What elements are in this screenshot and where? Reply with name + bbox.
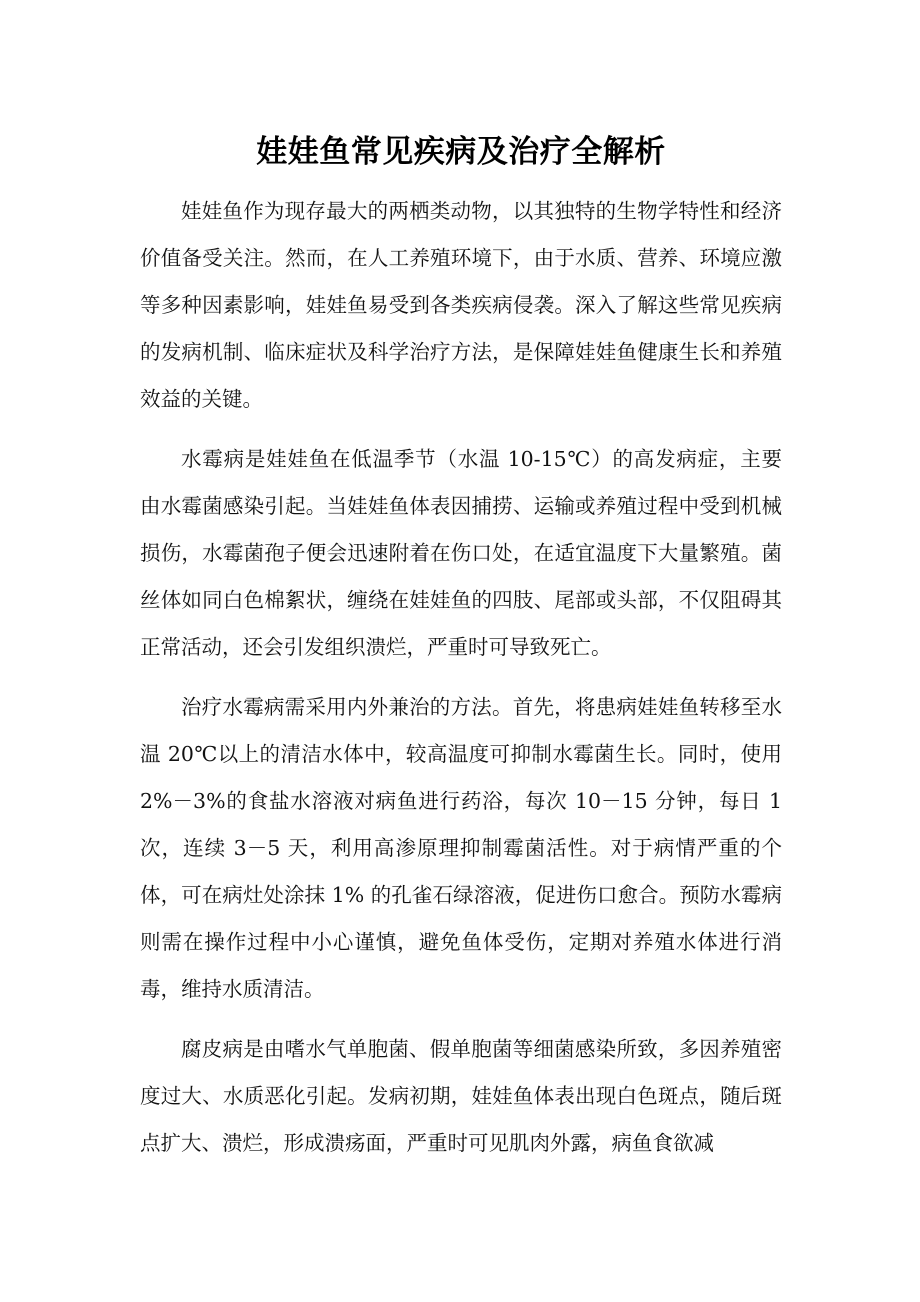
document-title: 娃娃鱼常见疾病及治疗全解析 — [256, 134, 666, 170]
paragraph-saprolegniasis-treatment: 治疗水霉病需采用内外兼治的方法。首先，将患病娃娃鱼转移至水温 20℃以上的清洁水体中，较高温度可抑制水霉菌生长。同时，使用 2%－3%的食盐水溶液对病鱼进行药浴，每次 10－15 分钟，每日 1 次，连续 3－5 天，利用高渗原理抑制霉菌活性。对于病情严重的个体，可在病灶处涂抹 1% 的孔雀石绿溶液，促进伤口愈合。预防水霉病则需在操作过程中小心谨慎，避免鱼体受伤，定期对养殖水体进行消毒，维持水质清洁。 — [140, 695, 782, 1001]
paragraph-intro: 娃娃鱼作为现存最大的两栖类动物，以其独特的生物学特性和经济价值备受关注。然而，在人工养殖环境下，由于水质、营养、环境应激等多种因素影响，娃娃鱼易受到各类疾病侵袭。深入了解这些常见疾病的发病机制、临床症状及科学治疗方法，是保障娃娃鱼健康生长和养殖效益的关键。 — [140, 199, 782, 411]
document-body — [140, 188, 782, 1167]
paragraph-skin-rot: 腐皮病是由嗜水气单胞菌、假单胞菌等细菌感染所致，多因养殖密度过大、水质恶化引起。发病初期，娃娃鱼体表出现白色斑点，随后斑点扩大、溃烂，形成溃疡面，严重时可见肌肉外露，病鱼食欲减 — [140, 1037, 782, 1155]
paragraph-saprolegniasis: 水霉病是娃娃鱼在低温季节（水温 10-15℃）的高发病症，主要由水霉菌感染引起。当娃娃鱼体表因捕捞、运输或养殖过程中受到机械损伤，水霉菌孢子便会迅速附着在伤口处，在适宜温度下大量繁殖。菌丝体如同白色棉絮状，缠绕在娃娃鱼的四肢、尾部或头部，不仅阻碍其正常活动，还会引发组织溃烂，严重时可导致死亡。 — [140, 447, 782, 659]
